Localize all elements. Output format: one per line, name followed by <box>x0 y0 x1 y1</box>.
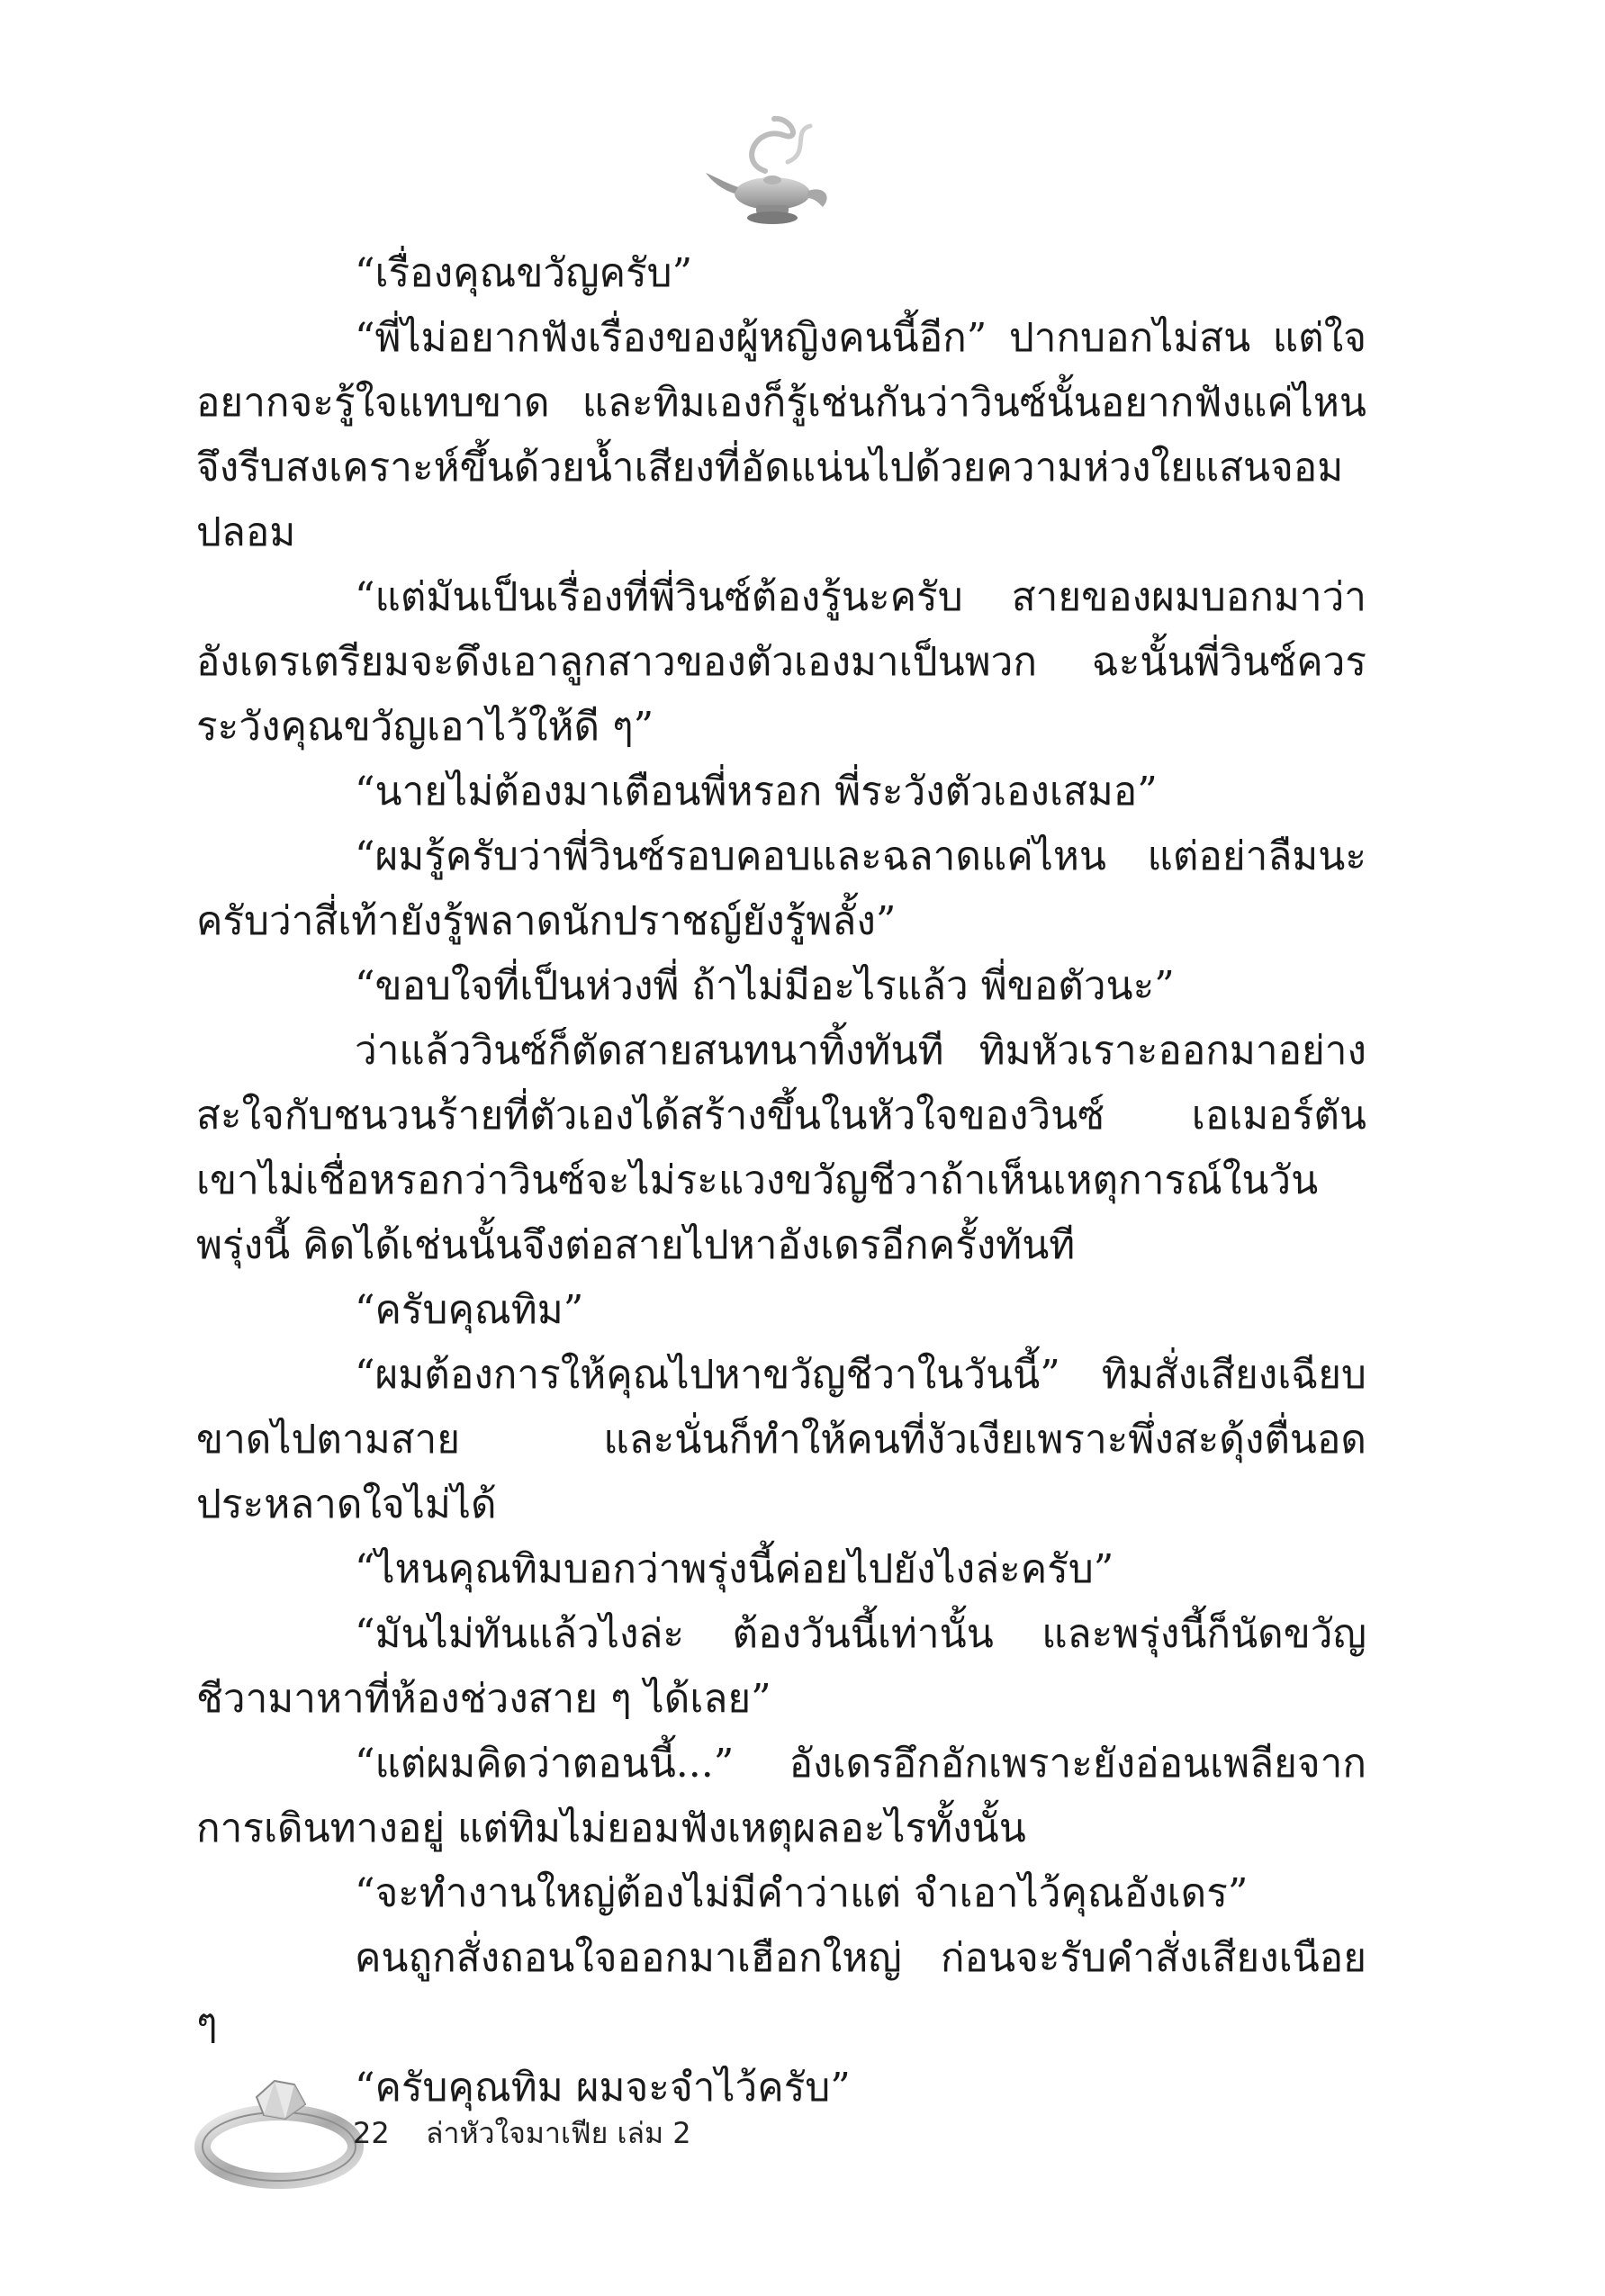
paragraph: “ขอบใจที่เป็นห่วงพี่ ถ้าไม่มีอะไรแล้ว พี่ขอตัวนะ” <box>355 963 1175 1009</box>
page-footer <box>353 2111 691 2156</box>
genie-lamp-icon <box>702 108 846 252</box>
paragraph: “ไหนคุณทิมบอกว่าพรุ่งนี้ค่อยไปยังไงล่ะครับ” <box>355 1546 1114 1592</box>
diamond-ring-icon <box>185 2070 365 2196</box>
page-number: 22 <box>353 2116 390 2150</box>
paragraph: “พี่ไม่อยากฟังเรื่องของผู้หญิงคนนี้อีก” ปากบอกไม่สน แต่ใจอยากจะรู้ใจแทบขาด และทิมเองก็รู้เช่นกันว่าวินซ์นั้นอยากฟังแค่ไหน จึงรีบสงเคราะห์ขึ้นด้วยน้ำเสียงที่อัดแน่นไปด้วยความห่วงใยแสนจอมปลอม <box>196 315 1366 555</box>
paragraph: “แต่มันเป็นเรื่องที่พี่วินซ์ต้องรู้นะครับ สายของผมบอกมาว่าอังเดรเตรียมจะดึงเอาลูกสาวของตัวเองมาเป็นพวก ฉะนั้นพี่วินซ์ควรระวังคุณขวัญเอาไว้ให้ดี ๆ” <box>196 574 1366 750</box>
paragraph: “ผมรู้ครับว่าพี่วินซ์รอบคอบและฉลาดแค่ไหน แต่อย่าลืมนะครับว่าสี่เท้ายังรู้พลาดนักปราชญ์ยังรู้พลั้ง” <box>196 833 1366 944</box>
paragraph: “เรื่องคุณขวัญครับ” <box>355 250 693 296</box>
paragraph: “มันไม่ทันแล้วไงล่ะ ต้องวันนี้เท่านั้น และพรุ่งนี้ก็นัดขวัญชีวามาหาที่ห้องช่วงสาย ๆ ได้เลย” <box>196 1611 1366 1722</box>
paragraph: “ครับคุณทิม” <box>355 1287 584 1333</box>
paragraph: “ครับคุณทิม ผมจะจำไว้ครับ” <box>355 2065 851 2111</box>
paragraph: “นายไม่ต้องมาเตือนพี่หรอก พี่ระวังตัวเองเสมอ” <box>355 769 1158 815</box>
book-title: ล่าหัวใจมาเฟีย เล่ม 2 <box>425 2116 691 2150</box>
paragraph: คนถูกสั่งถอนใจออกมาเฮือกใหญ่ ก่อนจะรับคำสั่งเสียงเนือย ๆ <box>196 1935 1366 2046</box>
paragraph: “แต่ผมคิดว่าตอนนี้...” อังเดรอึกอักเพราะยังอ่อนเพลียจากการเดินทางอยู่ แต่ทิมไม่ยอมฟังเหตุผลอะไรทั้งนั้น <box>196 1741 1366 1851</box>
paragraph: ว่าแล้ววินซ์ก็ตัดสายสนทนาทิ้งทันที ทิมหัวเราะออกมาอย่างสะใจกับชนวนร้ายที่ตัวเองได้สร้างขึ้นในหัวใจของวินซ์ เอเมอร์ตัน เขาไม่เชื่อหรอกว่าวินซ์จะไม่ระแวงขวัญชีวาถ้าเห็นเหตุการณ์ในวันพรุ่งนี้ คิดได้เช่นนั้นจึงต่อสายไปหาอังเดรอีกครั้งทันที <box>196 1028 1366 1268</box>
paragraph: “จะทำงานใหญ่ต้องไม่มีคำว่าแต่ จำเอาไว้คุณอังเดร” <box>355 1870 1249 1916</box>
paragraph: “ผมต้องการให้คุณไปหาขวัญชีวาในวันนี้” ทิมสั่งเสียงเฉียบขาดไปตามสาย และนั่นก็ทำให้คนที่งัวเงียเพราะพึ่งสะดุ้งตื่นอดประหลาดใจไม่ได้ <box>196 1352 1366 1527</box>
story-text <box>196 241 1366 2120</box>
